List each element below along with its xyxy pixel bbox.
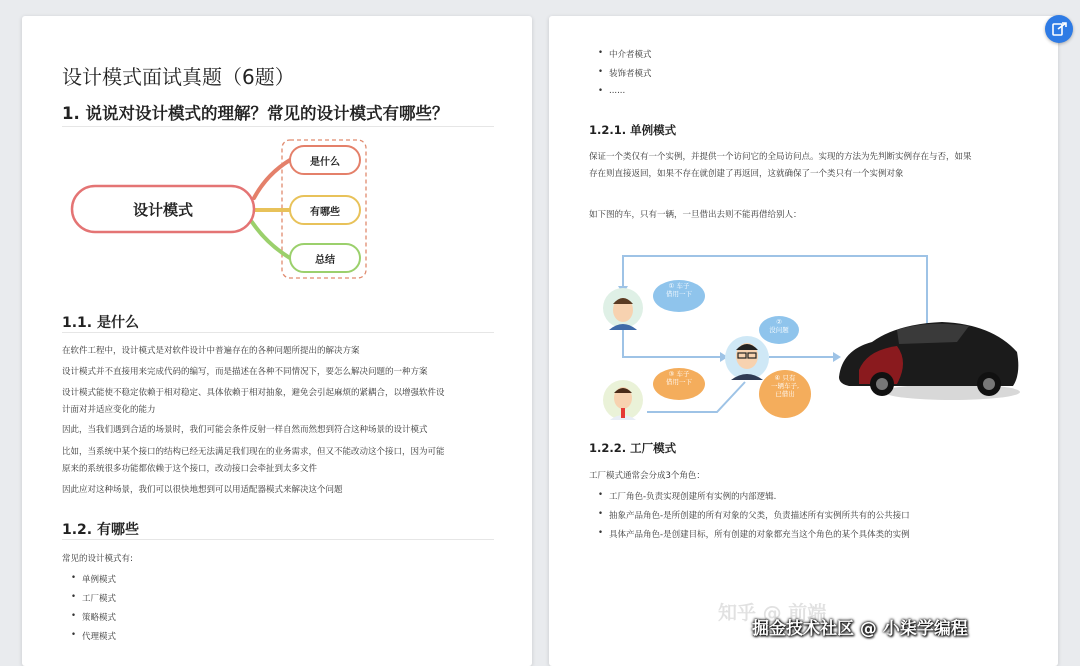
paragraph: 计面对并适应变化的能力 <box>62 405 156 415</box>
section-divider <box>62 539 494 540</box>
share-button[interactable] <box>1045 15 1073 43</box>
list-intro: 工厂模式通常会分成3个角色： <box>589 471 705 481</box>
section-1-2-1-heading: 1.2.1. 单例模式 <box>589 123 677 137</box>
mindmap-branch-line-1 <box>254 160 290 198</box>
paragraph: 原来的系统很多功能都依赖于这个接口，改动接口会牵扯到太多文件 <box>62 464 318 474</box>
list-intro: 常见的设计模式有: <box>62 554 133 564</box>
list-item: • 抽象产品角色-是所创建的所有对象的父类，负责描述所有实例所共有的公共接口 <box>609 509 910 521</box>
paragraph: 如下图的车，只有一辆，一旦借出去则不能再借给别人： <box>589 210 802 220</box>
paragraph: 因此应对这种场景，我们可以很快地想到可以用适配器模式来解决这个问题 <box>62 485 343 495</box>
list-item: • 具体产品角色-是创建目标，所有创建的对象都充当这个角色的某个具体类的实例 <box>609 528 910 540</box>
flow-arrow-mid <box>623 328 722 357</box>
section-divider <box>62 332 494 333</box>
document-title: 设计模式面试真题（6题） <box>62 65 295 89</box>
mindmap-branch-line-3 <box>252 222 290 258</box>
mindmap-node-1-label: 是什么 <box>310 156 340 168</box>
mindmap-node-2-label: 有哪些 <box>310 206 340 218</box>
mindmap-center-label: 设计模式 <box>132 200 193 219</box>
person-2-icon <box>603 380 643 420</box>
mindmap-node-3-label: 总结 <box>315 254 335 266</box>
heading-divider <box>62 126 494 127</box>
paragraph: 因此，当我们遇到合适的场景时，我们可能会条件反射一样自然而然想到符合这种场景的设计模式 <box>62 425 428 435</box>
section-1-2-heading: 1.2. 有哪些 <box>62 522 139 538</box>
paragraph: 存在则直接返回，如果不存在就创建了再返回，这就确保了一个类只有一个实例对象 <box>589 169 904 179</box>
list-item: • ...... <box>609 86 625 96</box>
person-1-icon <box>603 288 643 330</box>
list-item: • 装饰者模式 <box>609 67 652 79</box>
list-item: • 代理模式 <box>82 630 116 642</box>
speech-bubble-4-text: ④ 只有 一辆车子, 已借出 <box>770 374 800 398</box>
source-watermark: 掘金技术社区 @ 小柒学编程 <box>752 619 968 639</box>
section-1-1-heading: 1.1. 是什么 <box>62 315 139 331</box>
paragraph: 设计模式并不直接用来完成代码的编写，而是描述在各种不同情况下，要怎么解决问题的一种方案 <box>62 367 428 377</box>
speech-bubble-1-text: ① 车子 借用一下 <box>666 282 692 298</box>
list-item: • 工厂角色-负责实现创建所有实例的内部逻辑. <box>609 490 776 502</box>
list-item: • 单例模式 <box>82 573 116 585</box>
list-item: • 工厂模式 <box>82 592 116 604</box>
left-document-page <box>22 16 532 666</box>
paragraph: 比如，当系统中某个接口的结构已经无法满足我们现在的业务需求，但又不能改动这个接口，因为可能 <box>62 447 445 457</box>
paragraph: 保证一个类仅有一个实例，并提供一个访问它的全局访问点。实现的方法为先判断实例存在与否，如果 <box>589 152 972 162</box>
faint-background-watermark: 知乎 @ 前端 <box>718 602 827 624</box>
question-1-heading: 1. 说说对设计模式的理解？常见的设计模式有哪些？ <box>62 104 449 123</box>
right-document-page <box>549 16 1058 666</box>
paragraph: 在软件工程中，设计模式是对软件设计中普遍存在的各种问题所提出的解决方案 <box>62 346 360 356</box>
section-1-2-2-heading: 1.2.2. 工厂模式 <box>589 441 677 455</box>
share-icon <box>1045 15 1073 43</box>
speech-bubble-2-text: ② 没问题 <box>769 318 789 334</box>
list-item: • 策略模式 <box>82 611 116 623</box>
list-item: • 中介者模式 <box>609 48 652 60</box>
speech-bubble-3-text: ③ 车子 借用一下 <box>666 370 692 386</box>
paragraph: 设计模式能使不稳定依赖于相对稳定、具体依赖于相对抽象，避免会引起麻烦的紧耦合，以增强软件设 <box>62 388 445 398</box>
sports-car-image <box>839 322 1020 400</box>
